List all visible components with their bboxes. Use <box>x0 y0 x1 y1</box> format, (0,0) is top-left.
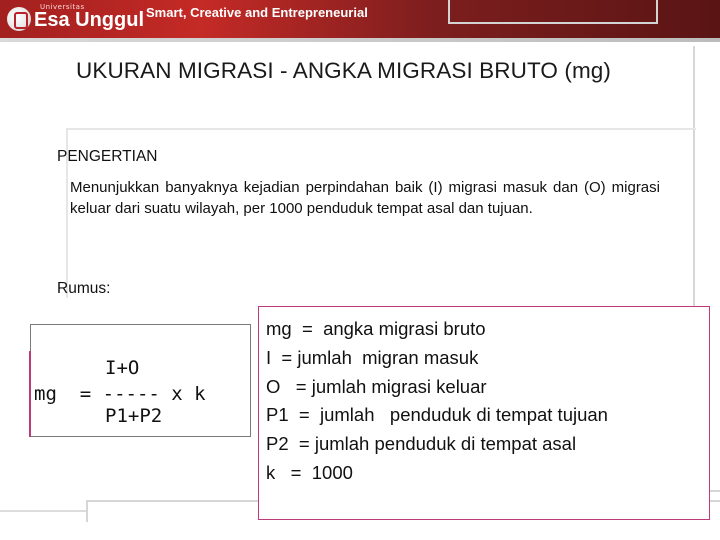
formula-numerator: I+O <box>105 357 140 379</box>
legend-item: P1 = jumlah penduduk di tempat tujuan <box>266 404 608 426</box>
tagline: Smart, Creative and Entrepreneurial <box>146 5 368 20</box>
logo-text: Esa Unggul <box>34 9 145 31</box>
legend-item: O = jumlah migrasi keluar <box>266 375 487 397</box>
legend-list <box>266 315 608 488</box>
formula-label: Rumus: <box>57 280 111 297</box>
formula-box <box>30 324 251 437</box>
legend-item: k = 1000 <box>266 461 353 483</box>
header-banner <box>0 0 720 38</box>
legend-item: P2 = jumlah penduduk di tempat asal <box>266 433 577 455</box>
header-stripe <box>0 38 720 42</box>
definition-text: Menunjukkan banyaknya kejadian perpindahan baik (I) migrasi masuk dan (O) migrasi keluar dari suatu wilayah, per 1000 penduduk tempat asal dan tujuan. <box>70 179 660 217</box>
section-heading: PENGERTIAN <box>57 148 158 165</box>
university-logo-icon <box>7 7 31 31</box>
formula-main-line: mg = ----- x k <box>34 383 206 405</box>
legend-box <box>258 306 710 520</box>
formula-denominator: P1+P2 <box>105 405 163 427</box>
legend-item: mg = angka migrasi bruto <box>266 318 486 339</box>
logo-subtitle: Universitas <box>40 3 85 11</box>
legend-item: I = jumlah migran masuk <box>266 346 479 368</box>
bottom-line <box>0 510 86 512</box>
header-decoration <box>448 0 658 24</box>
slide-title: UKURAN MIGRASI - ANGKA MIGRASI BRUTO (mg) <box>76 58 612 83</box>
